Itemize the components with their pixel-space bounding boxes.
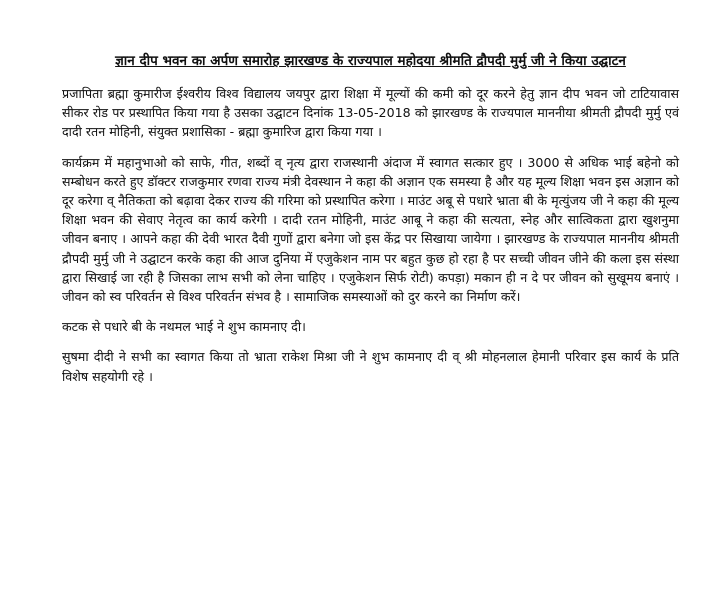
paragraph-inauguration: प्रजापिता ब्रह्मा कुमारीज ईश्वरीय विश्व विद्यालय जयपुर द्वारा शिक्षा में मूल्यों की कमी को दूर करने हेतु ज्ञान दीप भवन जो टाटियावास सीकर रोड पर प्रस्थापित किया गया है उसका उद्घाटन दिनांक 13-05-2018 को झारखण्ड के राज्यपाल माननीया श्रीमती द्रौपदी मुर्मु एवं दादी रतन मोहिनी, संयुक्त प्रशासिका - ब्रह्मा कुमारिज द्वारा किया गया । xyxy=(62,86,679,140)
paragraph-program: कार्यक्रम में महानुभाओ को साफे, गीत, शब्दों व् नृत्य द्वारा राजस्थानी अंदाज में स्वागत सत्कार हुए । 3000 से अधिक भाई बहेनो को सम्बोधन करते हुए डॉक्टर राजकुमार रणवा राज्य मंत्री देवस्थान ने कहा की अज्ञान एक समस्या है और यह मूल्य शिक्षा भवन इस अज्ञान को दूर करेगा व् नैतिकता को बढ़ावा देकर राज्य की गरिमा को प्रस्थापित करेगा । माउंट अबू से पधारे भ्राता बी के मृत्युंजय जी ने कहा की मूल्य शिक्षा भवन की सेवाए नेतृत्व का कार्य करेगी । दादी रतन मोहिनी, माउंट आबू ने कहा की सत्यता, स्नेह और सात्विकता द्वारा खुशनुमा जीवन बनाए । आपने कहा की देवी भारत दैवी गुणों द्वारा बनेगा जो इस केंद्र पर सिखाया जायेगा । झारखण्ड के राज्यपाल माननीय श्रीमती द्रौपदी मुर्मु जी ने उद्घाटन करके कहा की आज दुनिया में एजुकेशन नाम पर बहुत कुछ हो रहा है पर सच्ची जीवन जीने की कला इस संस्था द्वारा सिखाई जा रही है जिसका लाभ सभी को लेना चाहिए । एजुकेशन सिर्फ रोटी) कपड़ा) मकान ही न दे पर जीवन को सुखूमय बनाएं ।जीवन को स्व परिवर्तन से विश्व परिवर्तन संभव है । सामाजिक समस्याओं को दुर करने का निर्माण करें। xyxy=(62,154,679,305)
document-page xyxy=(62,50,679,397)
document-title: ज्ञान दीप भवन का अर्पण समारोह झारखण्ड के राज्यपाल महोदया श्रीमति द्रौपदी मुर्मु जी ने किया उद्घाटन xyxy=(115,53,626,69)
paragraph-welcome: सुषमा दीदी ने सभी का स्वागत किया तो भ्राता राकेश मिश्रा जी ने शुभ कामनाए दी व् श्री मोहनलाल हेमानी परिवार इस कार्य के प्रति विशेष सहयोगी रहे । xyxy=(62,349,679,384)
paragraph-cuttack-greeting: कटक से पधारे बी के नथमल भाई ने शुभ कामनाए दी। xyxy=(62,319,306,335)
